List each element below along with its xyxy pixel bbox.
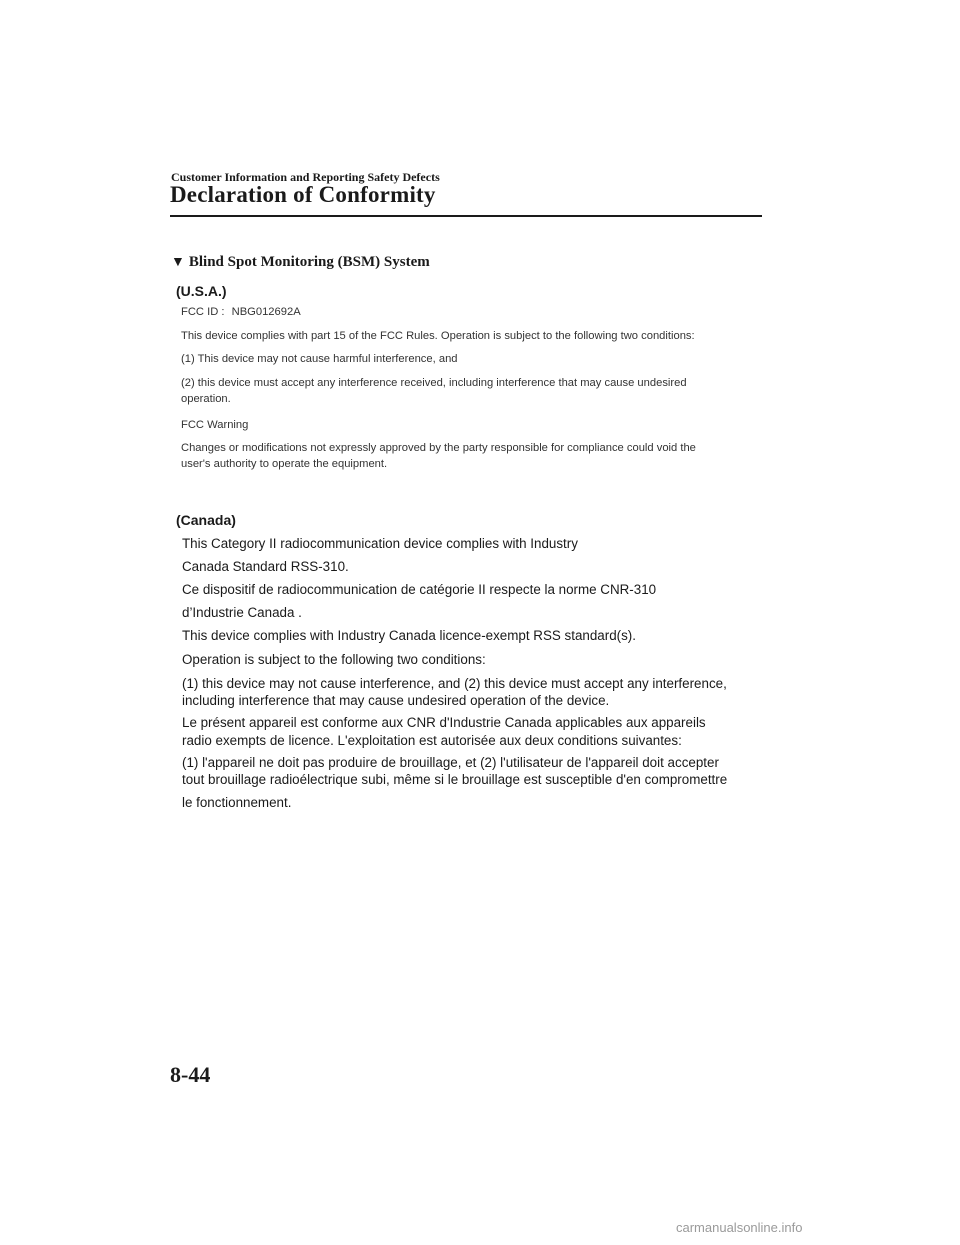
canada-label: (Canada) (176, 512, 236, 528)
canada-line: including interference that may cause undesired operation of the device. (182, 693, 610, 708)
page-title: Declaration of Conformity (170, 182, 436, 207)
canada-line: tout brouillage radioélectrique subi, même si le brouillage est susceptible d'en compromettre (182, 772, 728, 787)
fcc-warning-title: FCC Warning (181, 419, 249, 431)
canada-line: Ce dispositif de radiocommunication de catégorie II respecte la norme CNR-310 (182, 582, 657, 597)
section-heading (171, 254, 430, 271)
fcc-condition-2-line-2: operation. (181, 393, 231, 405)
fcc-compliance-statement: This device complies with part 15 of the FCC Rules. Operation is subject to the following two conditions: (181, 330, 695, 342)
section-heading-text: Blind Spot Monitoring (BSM) System (188, 254, 430, 270)
page-number: 8-44 (170, 1062, 211, 1087)
canada-line: d’Industrie Canada . (182, 605, 302, 620)
fcc-warning-line-2: user's authority to operate the equipment. (181, 458, 388, 470)
canada-line: Operation is subject to the following two conditions: (182, 652, 486, 667)
down-triangle-icon: ▼ (171, 255, 185, 270)
section-label: Customer Information and Reporting Safety Defects (171, 170, 440, 184)
canada-line: Le présent appareil est conforme aux CNR d'Industrie Canada applicables aux appareils (182, 715, 706, 730)
canada-line: radio exempts de licence. L'exploitation est autorisée aux deux conditions suivantes: (182, 733, 682, 748)
canada-line: le fonctionnement. (182, 795, 292, 810)
fcc-condition-2-line-1: (2) this device must accept any interference received, including interference that may cause undesired (181, 377, 687, 389)
fcc-warning-line-1: Changes or modifications not expressly approved by the party responsible for compliance could void the (181, 442, 696, 454)
fcc-id-label: FCC ID : (181, 306, 225, 318)
canada-line: (1) l'appareil ne doit pas produire de brouillage, et (2) l'utilisateur de l'appareil doit accepter (182, 755, 719, 770)
title-rule (170, 215, 762, 217)
fcc-id (181, 306, 301, 318)
canada-line: This device complies with Industry Canada licence-exempt RSS standard(s). (182, 628, 636, 643)
usa-label: (U.S.A.) (176, 283, 227, 299)
fcc-condition-1: (1) This device may not cause harmful interference, and (181, 353, 458, 365)
watermark: carmanualsonline.info (676, 1220, 803, 1235)
canada-line: This Category II radiocommunication device complies with Industry (182, 536, 578, 551)
fcc-id-value: NBG012692A (231, 306, 301, 318)
canada-line: Canada Standard RSS-310. (182, 559, 349, 574)
canada-line: (1) this device may not cause interference, and (2) this device must accept any interference, (182, 676, 727, 691)
